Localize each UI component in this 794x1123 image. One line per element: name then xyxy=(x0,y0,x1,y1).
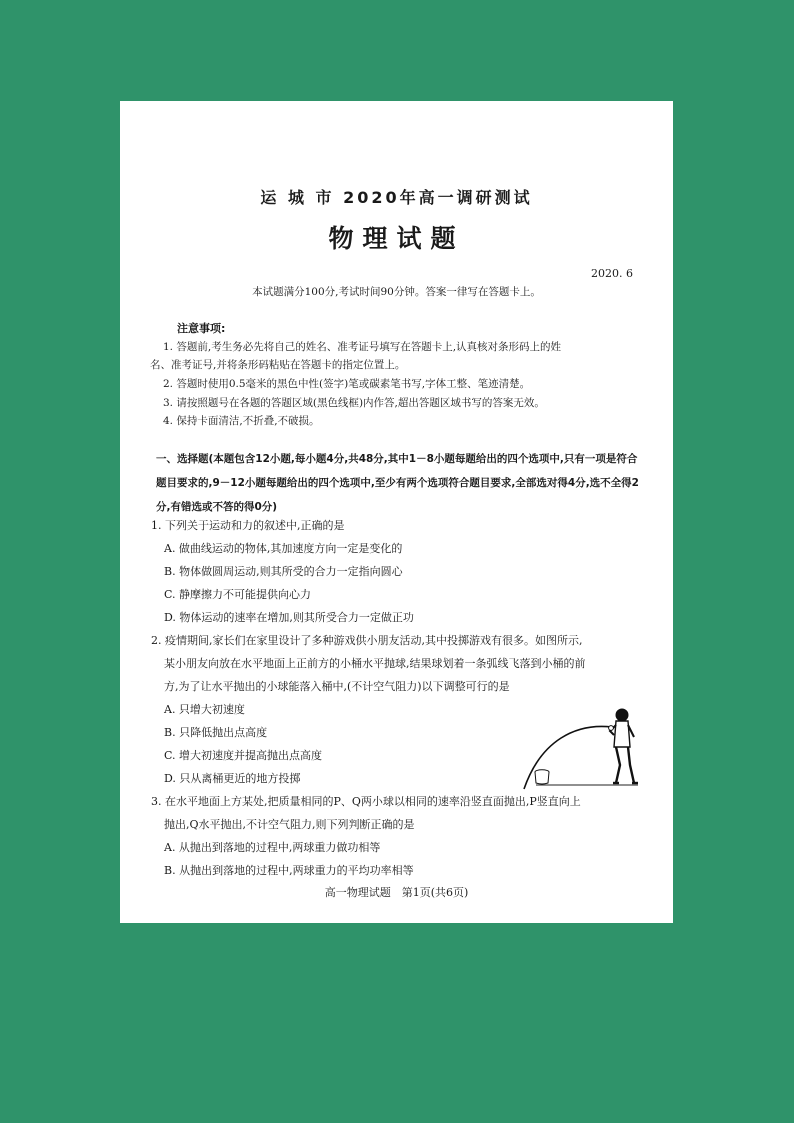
question-1-option-d: D. 物体运动的速率在增加,则其所受合力一定做正功 xyxy=(164,611,414,624)
question-2-option-a: A. 只增大初速度 xyxy=(164,703,245,716)
question-1-option-a: A. 做曲线运动的物体,其加速度方向一定是变化的 xyxy=(164,542,403,555)
question-2-option-d: D. 只从离桶更近的地方投掷 xyxy=(164,772,301,785)
note-line: 4. 保持卡面清洁,不折叠,不破损。 xyxy=(163,415,320,427)
question-1-option-b: B. 物体做圆周运动,则其所受的合力一定指向圆心 xyxy=(164,565,403,578)
question-3-option-b: B. 从抛出到落地的过程中,两球重力的平均功率相等 xyxy=(164,864,414,877)
question-2-option-b: B. 只降低抛出点高度 xyxy=(164,726,268,739)
question-3-stem: 3. 在水平地面上方某处,把质量相同的P、Q两小球以相同的速率沿竖直面抛出,P竖直向上 xyxy=(151,795,581,808)
exam-title: 运 城 市 2020年高一调研测试 xyxy=(260,188,533,207)
question-3-stem: 抛出,Q水平抛出,不计空气阻力,则下列判断正确的是 xyxy=(164,818,415,831)
section-header: 一、选择题(本题包含12小题,每小题4分,共48分,其中1－8小题每题给出的四个选项中,只有一项是符合题目要求的,9－12小题每题给出的四个选项中,至少有两个选项符合题目要求,全部选对得4分,选不全得2分,有错选或不答的得0分) xyxy=(156,453,639,513)
subject-title: 物理试题 xyxy=(328,224,465,253)
question-3-option-a: A. 从抛出到落地的过程中,两球重力做功相等 xyxy=(164,841,381,854)
question-2-stem: 方,为了让水平抛出的小球能落入桶中,(不计空气阻力)以下调整可行的是 xyxy=(164,680,510,693)
throwing-figure xyxy=(516,705,640,791)
note-line: 1. 答题前,考生务必先将自己的姓名、准考证号填写在答题卡上,认真核对条形码上的姓 xyxy=(163,341,562,353)
question-2-stem: 2. 疫情期间,家长们在家里设计了多种游戏供小朋友活动,其中投掷游戏有很多。如图所示, xyxy=(151,634,583,647)
exam-intro: 本试题满分100分,考试时间90分钟。答案一律写在答题卡上。 xyxy=(252,286,541,298)
question-2-option-c: C. 增大初速度并提高抛出点高度 xyxy=(164,749,323,762)
note-line: 3. 请按照题号在各题的答题区域(黑色线框)内作答,超出答题区域书写的答案无效。 xyxy=(163,397,545,409)
note-line: 2. 答题时使用0.5毫米的黑色中性(签字)笔或碳素笔书写,字体工整、笔迹清楚。 xyxy=(163,378,531,390)
question-1-option-c: C. 静摩擦力不可能提供向心力 xyxy=(164,588,312,601)
question-2-stem: 某小朋友向放在水平地面上正前方的小桶水平抛球,结果球划着一条弧线飞落到小桶的前 xyxy=(164,657,586,670)
question-1-stem: 1. 下列关于运动和力的叙述中,正确的是 xyxy=(151,519,345,532)
exam-page xyxy=(120,101,673,923)
notes-heading: 注意事项: xyxy=(177,322,226,335)
note-line: 名、准考证号,并将条形码粘贴在答题卡的指定位置上。 xyxy=(150,359,406,371)
page-footer: 高一物理试题 第1页(共6页) xyxy=(324,886,469,899)
child-figure-icon xyxy=(609,709,638,783)
bucket-icon xyxy=(535,770,549,784)
exam-date: 2020. 6 xyxy=(591,267,633,280)
